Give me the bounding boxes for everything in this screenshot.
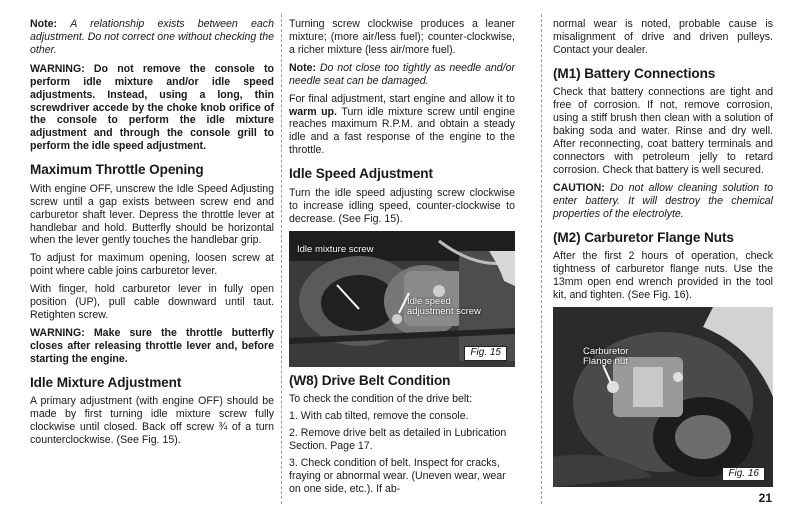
heading-flange-nuts: (M2) Carburetor Flange Nuts [553,229,734,245]
column-1 [30,18,274,452]
list-item-belt-3: 3. Check condition of belt. Inspect for cracks, fraying or abnormal wear. (Uneven wear, wear on one side, etc.). If ab- [289,456,506,495]
note-paragraph [289,62,515,88]
warning-console [30,63,274,153]
heading-max-throttle: Maximum Throttle Opening [30,162,204,178]
warm-up-emphasis: warm up. [289,105,342,118]
note-label: Note: [289,61,320,74]
list-item-belt-2: 2. Remove drive belt as detailed in Lubrication Section. Page 17. [289,426,507,452]
paragraph-final-adjustment [289,93,515,158]
heading-idle-mixture: Idle Mixture Adjustment [30,374,182,390]
figure-15-label: Fig. 15 [464,346,507,360]
heading-idle-speed: Idle Speed Adjustment [289,166,433,182]
caution-text: Do not allow cleaning solution to enter battery. It will destroy the chemical properties of the electrolyte. [553,181,773,220]
column-2 [289,18,515,500]
warning-text: Do not remove the console to perform idle mixture and/or idle speed adjustments. Instead, using a long, thin screwdriver accede by the choke knob orifice of the console to perform the idle mixture adjustment and through the console grill to perform the idle speed adjustment. [30,62,274,153]
paragraph-idle-mixture: A primary adjustment (with engine OFF) should be made by first turning idle mixture screw fully clockwise until closed. Back off screw ¾ of a turn counterclockwise. (See Fig. 15). [30,395,274,447]
column-3 [553,18,773,493]
figure-16-label: Fig. 16 [722,467,765,481]
warning-text: Make sure the throttle butterfly closes after releasing throttle lever and, before starting the engine. [30,327,274,365]
heading-drive-belt: (W8) Drive Belt Condition [289,372,451,388]
warning-throttle [30,327,274,366]
final-adjustment-text-b: Turn idle mixture screw until engine reaches maximum R.P.M. and obtain a steady idle and a fast response of the engine to the throttle. [289,105,515,157]
paragraph-flange-nuts: After the first 2 hours of operation, check tightness of carburetor flange nuts. Use the 13mm open end wrench provided in the tool kit, and tighten. (See Fig. 16). [553,250,773,301]
column-divider-left [281,14,282,504]
paragraph-turning-screw: Turning screw clockwise produces a leaner mixture; (more air/less fuel); counter-clockwise, a richer mixture (less air/more fuel). [289,18,515,56]
flange-nut-callout: Carburetor Flange nut [583,345,629,368]
note-text: A relationship exists between each adjustment. Do not correct one without checking the other. [30,18,274,56]
paragraph-max-throttle-2: To adjust for maximum opening, loosen screw at point where cable joins carburetor lever. [30,252,274,278]
flange-photo-illustration [553,307,773,487]
final-adjustment-text-a: For final adjustment, start engine and allow it to [289,92,515,105]
idle-mixture-screw-callout: Idle mixture screw [297,243,374,255]
heading-battery: (M1) Battery Connections [553,65,716,81]
caution-label: CAUTION: [553,181,610,194]
figure-16-photo [553,307,773,487]
column-divider-right [541,14,542,504]
note-text: Do not close too tightly as needle and/or needle seat can be damaged. [289,61,516,87]
warning-label: WARNING: [30,327,94,340]
paragraph-max-throttle-1: With engine OFF, unscrew the Idle Speed Adjusting screw until a gap exists between screw end and carburetor shaft lever. Depress the throttle lever at handlebar and hold. Butterfly should be horizontal when the lever gently touches the handlebar grip. [30,182,274,247]
paragraph-idle-speed: Turn the idle speed adjusting screw clockwise to increase idling speed, counter-clockwise to decrease. (See Fig. 15). [289,186,515,225]
idle-speed-screw-callout: Idle speed adjustment screw [407,295,481,317]
paragraph-abnormal-wear: normal wear is noted, probable cause is misalignment of drive and driven pulleys. Contact your dealer. [553,18,773,56]
note-label: Note: [30,18,71,30]
note-paragraph [30,18,274,57]
paragraph-max-throttle-3: With finger, hold carburetor lever in fully open position (UP), pull cable downward until taut. Retighten screw. [30,283,274,322]
page-number: 21 [758,491,772,506]
list-item-belt-1: 1. With cab tilted, remove the console. [289,410,469,423]
paragraph-battery: Check that battery connections are tight and free of corrosion. If not, remove corrosion, using a stiff brush then clean with a solution of baking soda and water. Rinse and dry well. After reconnecting, coat battery terminals and connectors with petroleum jelly to retard corrosion. Check that battery is well secured. [553,86,773,176]
figure-15-photo [289,231,515,367]
paragraph-belt-intro: To check the condition of the drive belt: [289,393,473,406]
warning-label: WARNING: [30,62,94,75]
caution-paragraph [553,182,773,221]
